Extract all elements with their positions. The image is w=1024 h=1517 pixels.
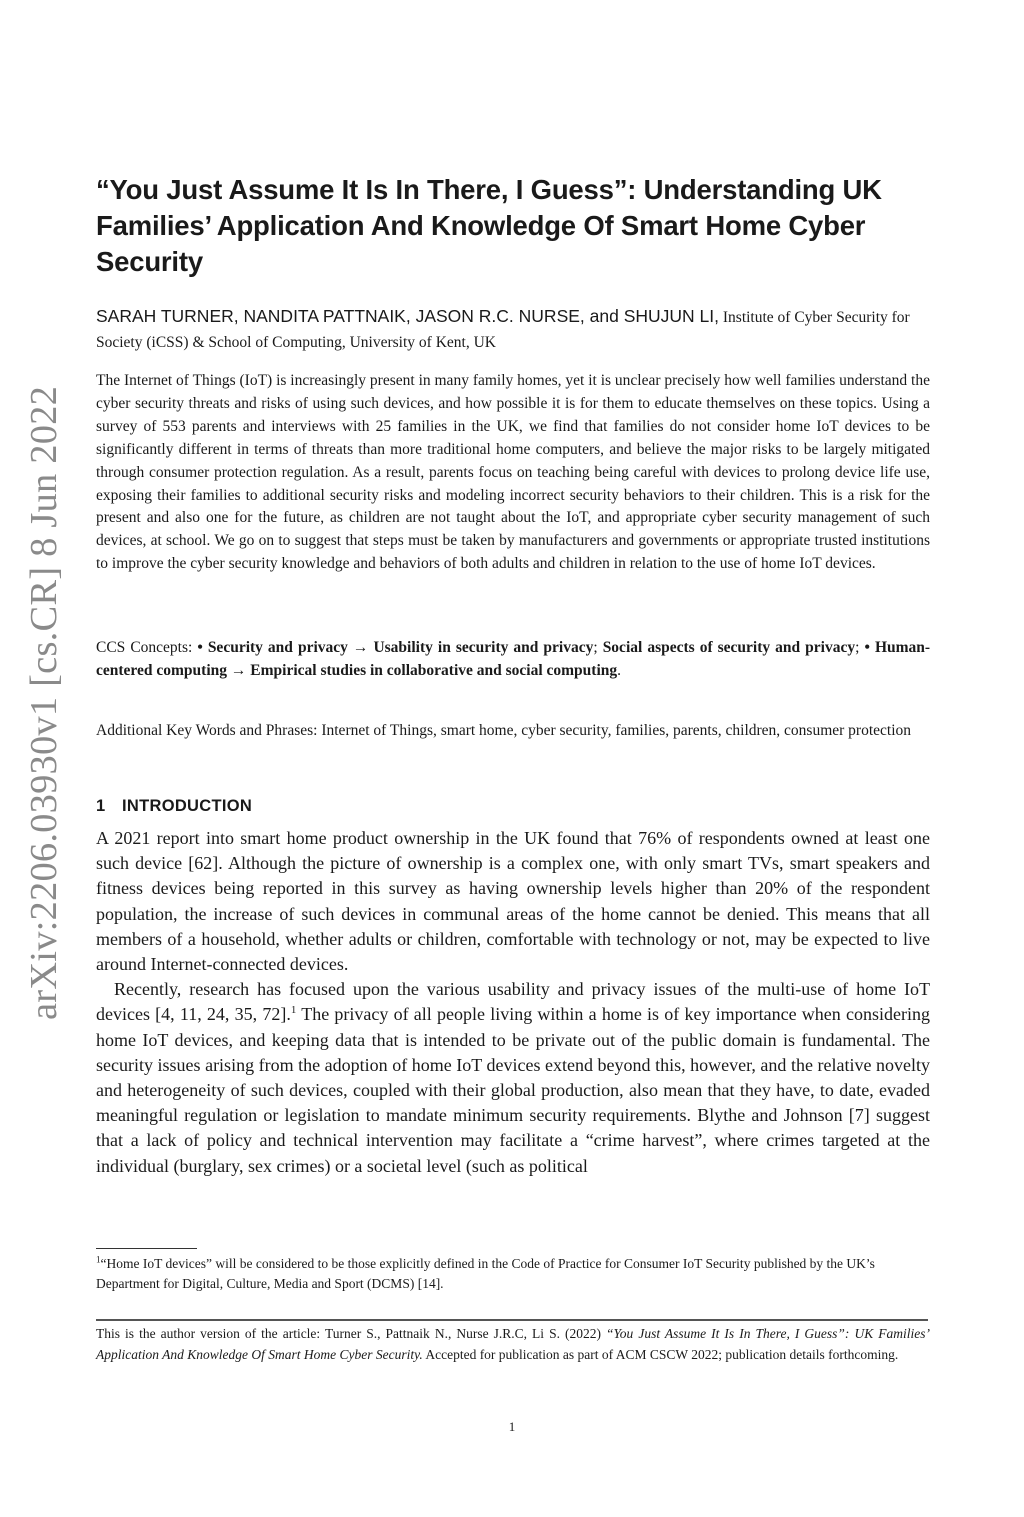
arrow-icon: → [230,661,247,679]
section-heading-introduction [96,797,252,816]
keywords-label: Additional Key Words and Phrases: [96,722,318,739]
intro-paragraph-2-rest: The privacy of all people living within a home is of key importance when considering home IoT devices, and keeping data that is intended to be private out of the public domain is fundamental. The security issues arising from the adoption of home IoT devices extend beyond this, however, and the relative novelty and heterogeneity of such devices, coupled with their global production, also mean that they have, to date, evaded meaningful regulation or legislation to mandate minimum security requirements. Blythe and Johnson [7] suggest that a lack of policy and technical intervention may facilitate a “crime harvest”, where crimes targeted at the individual (burglary, sex crimes) or a societal level (such as political [96,1004,930,1176]
section-number: 1 [96,797,106,815]
section-title: INTRODUCTION [122,797,253,815]
ccs-concepts: CCS Concepts: • Security and privacy → Usability in security and privacy; Social aspects of security and privacy; • Human-centered computing → Empirical studies in collaborative and social computing. [96,639,931,679]
keywords-text: Internet of Things, smart home, cyber security, families, parents, children, consumer protection [321,722,912,739]
author-affiliation: Institute of Cyber Security for Society (iCSS) & School of Computing, University of Kent, UK [96,309,910,351]
ccs-concept-2b: Empirical studies in collaborative and social computing [250,661,618,679]
ccs-label: CCS Concepts: [96,639,193,656]
keywords [96,720,930,743]
footnote-text: “Home IoT devices” will be considered to be those explicitly defined in the Code of Practice for Consumer IoT Security published by the UK’s Department for Digital, Culture, Media and Sport (DCMS) [14]. [96,1256,875,1291]
ccs-bullet: • [864,639,870,656]
page-number: 1 [508,1419,516,1434]
intro-paragraph-1: A 2021 report into smart home product ownership in the UK found that 76% of respondents owned at least one such device [62]. Although the picture of ownership is a complex one, with only smart TVs, smart speakers and fitness devices being reported in this survey as having ownership levels higher than 20% of the respondent population, the increase of such devices in communal areas of the home cannot be denied. This means that all members of a household, whether adults or children, comfortable with technology or not, may be expected to live around Internet-connected devices. [96,828,930,975]
paper-title: “You Just Assume It Is In There, I Guess”: Understanding UK Families’ Application And Knowledge Of Smart Home Cyber Security [96,174,882,277]
ccs-concept-1c: Social aspects of security and privacy [602,639,856,656]
intro-paragraph-2 [96,977,930,1179]
abstract: The Internet of Things (IoT) is increasingly present in many family homes, yet it is unclear precisely how well families understand the cyber security threats and risks of using such devices, and how possible it is for them to educate themselves on these topics. Using a survey of 553 parents and interviews with 25 families in the UK, we find that families do not consider home IoT devices to be significantly different in terms of threats than more traditional home computers, and believe the major risks to be largely mitigated through consumer protection regulation. As a result, parents focus on teaching being careful with devices to prolong device life use, exposing their families to additional security risks and modeling incorrect security behaviors to their children. This is a risk for the present and also one for the future, as children are not taught about the IoT, and appropriate cyber security management of such devices, at school. We go on to suggest that steps must be taken by manufacturers and governments or appropriate trusted institutions to improve the cyber security knowledge and behaviors of both adults and children in relation to the use of home IoT devices. [96,372,930,573]
author-note-suffix: Accepted for publication as part of ACM CSCW 2022; publication details forthcoming. [422,1346,899,1362]
ccs-bullet: • [197,639,203,656]
footnote-1 [96,1254,930,1294]
ccs-concept-1b: Usability in security and privacy [373,639,594,656]
author-names: SARAH TURNER, NANDITA PATTNAIK, JASON R.C. NURSE, and SHUJUN LI, [96,306,719,326]
author-note-prefix: This is the author version of the article: Turner S., Pattnaik N., Nurse J.R.C, Li S. (2022) [96,1326,607,1341]
author-block [96,304,936,355]
footnote-divider [96,1248,197,1249]
ccs-concept-1a: Security and privacy [207,639,348,656]
arrow-icon: → [352,639,369,656]
ccs-concept-2a: Human-centered computing [96,639,931,679]
author-note-citation-title: “You Just Assume It Is In There, I Guess”: UK Families’ Application And Knowledge Of Smart Home Cyber Security. [96,1326,930,1362]
footnote-ref-1[interactable]: 1 [290,1004,297,1017]
intro-paragraph-2-start: Recently, research has focused upon the various usability and privacy issues of the multi-use of home IoT devices [4, 11, 24, 35, 72]. [96,979,930,1025]
arxiv-identifier-stamp: arXiv:2206.03930v1 [cs.CR] 8 Jun 2022 [23,385,65,1020]
introduction-body [96,826,930,1179]
author-version-note [96,1324,930,1365]
author-note-divider [96,1319,928,1321]
footnote-mark: 1 [96,1254,101,1265]
